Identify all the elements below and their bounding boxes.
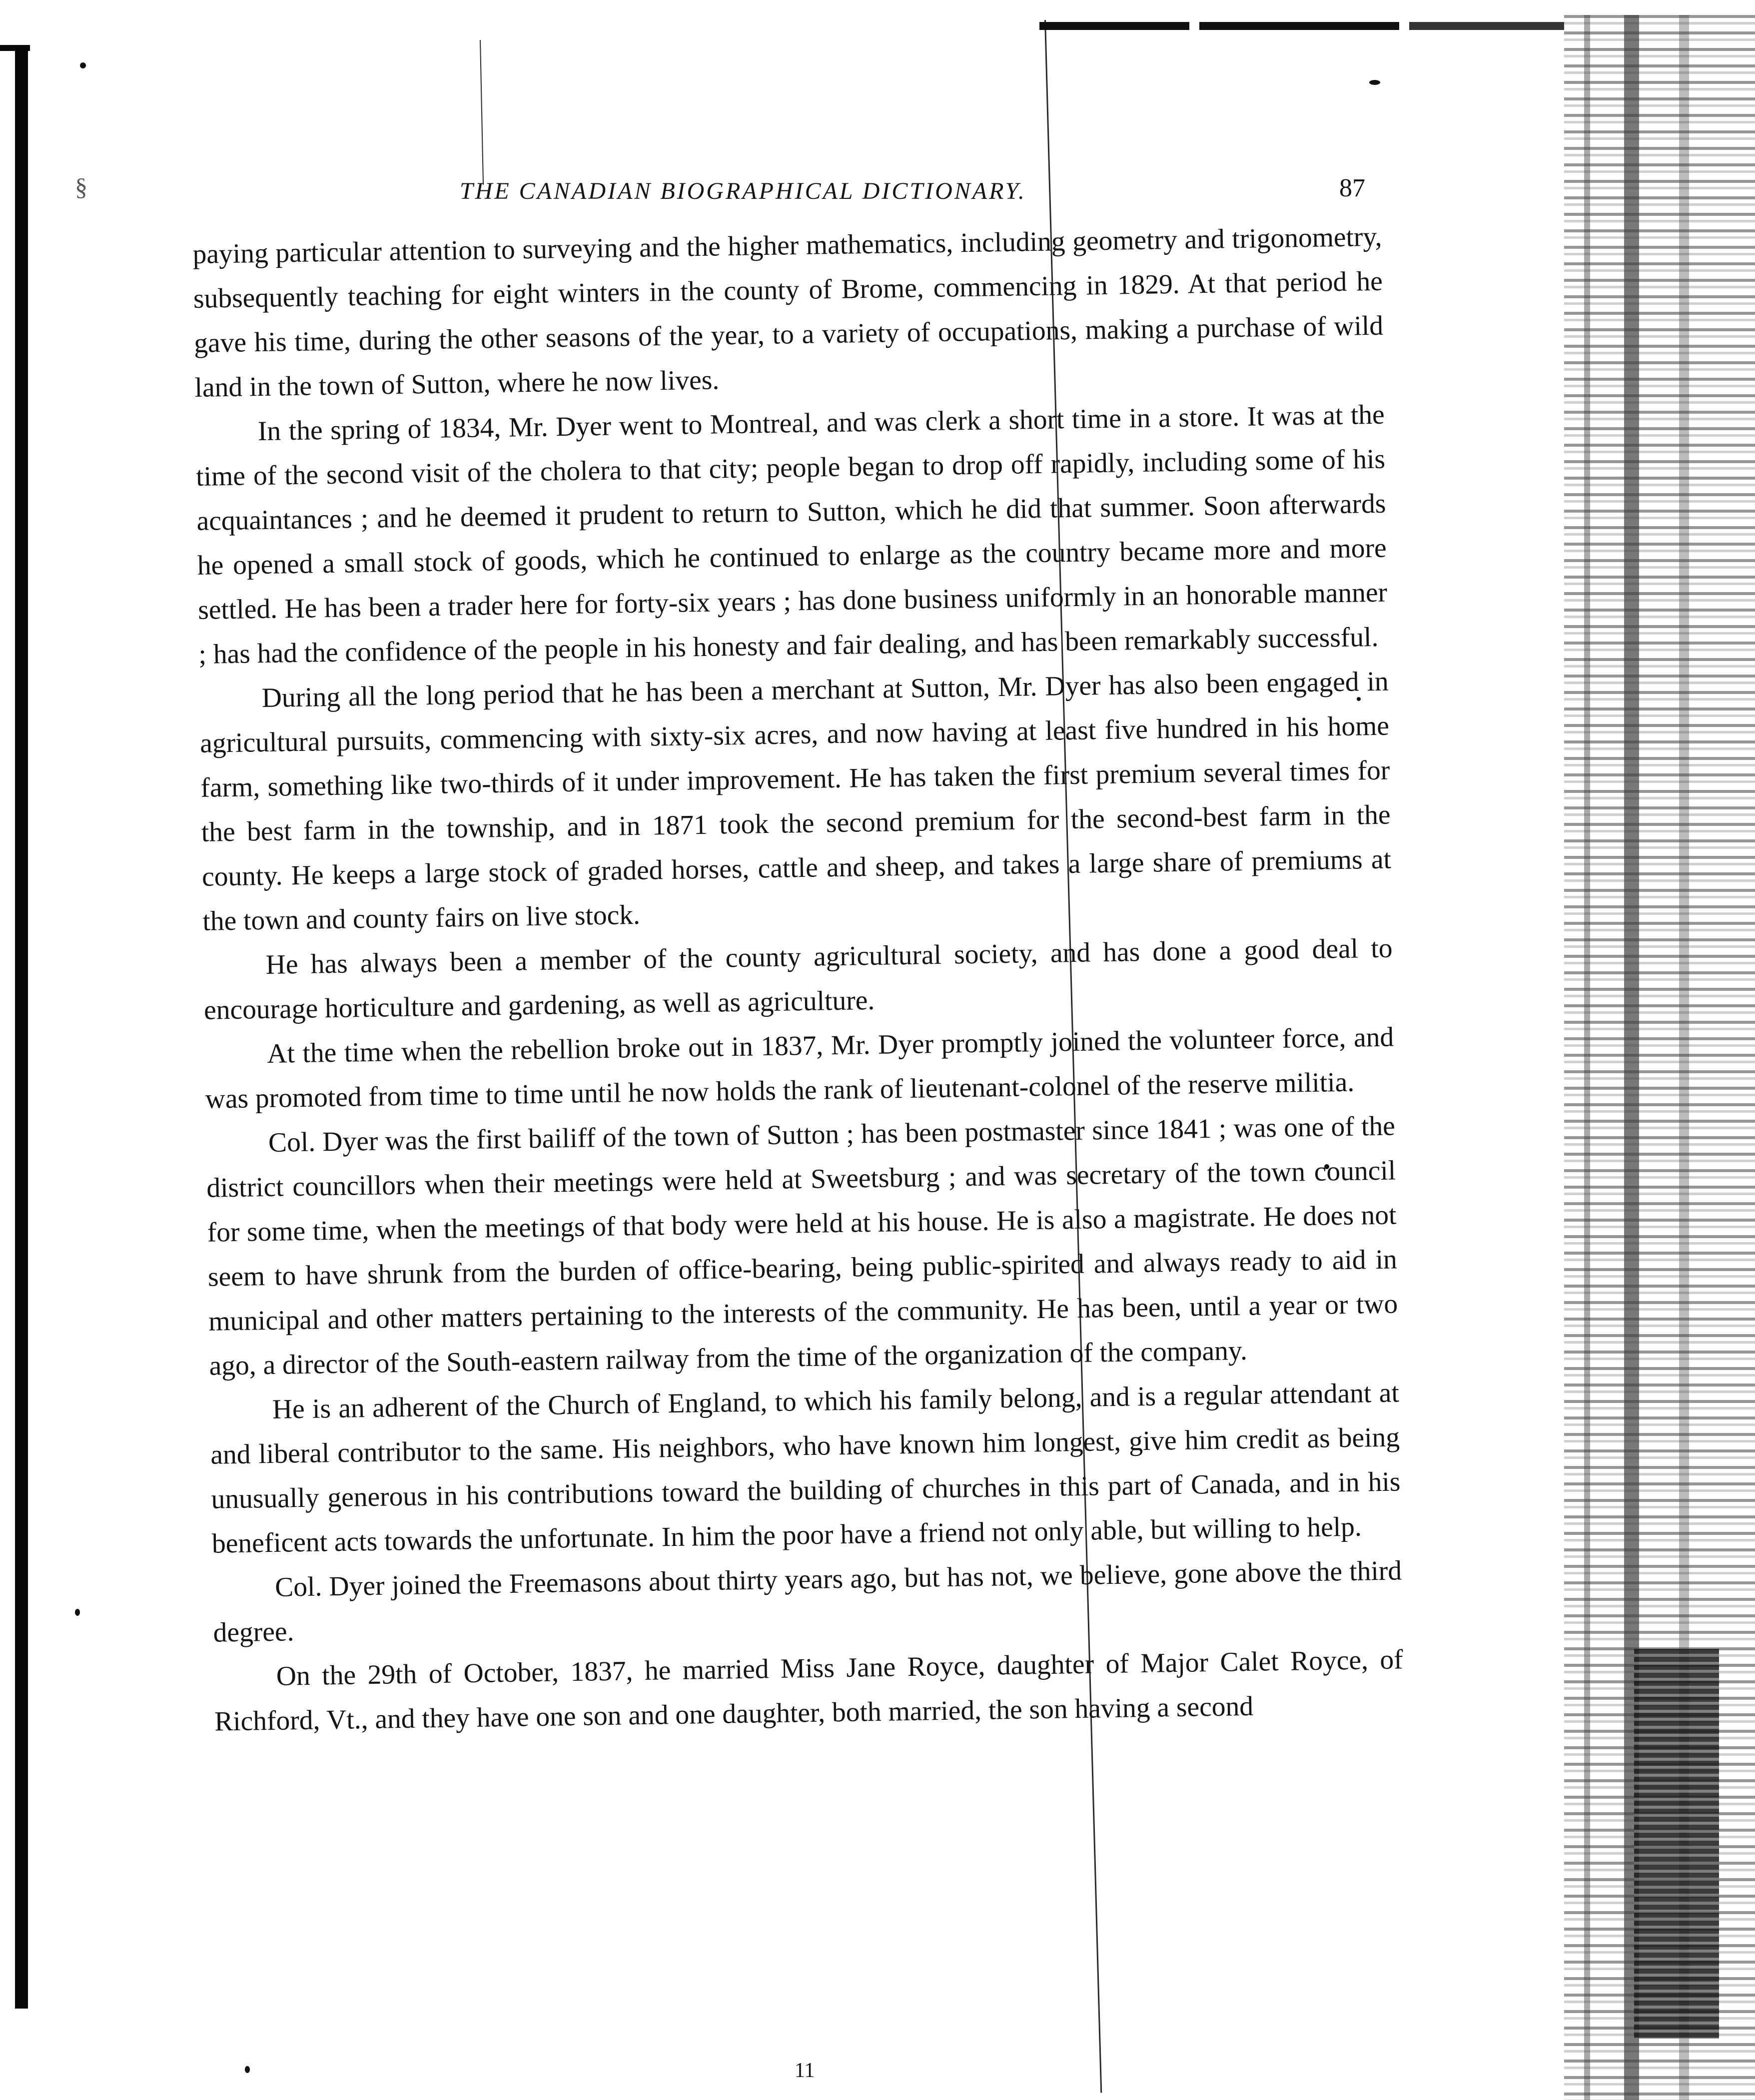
paragraph: Col. Dyer was the first bailiff of the town of Sutton ; has been postmaster since 1841 ; was one of the district councillors when their meetings were held at Sweetsburg ; and was secretary of the town council for some time, when the meetings of that body were held at his house. He is also a magistrate. He does not seem to have shrunk from the burden of office-bearing, being public-spirited and always ready to aid in municipal and other matters pertaining to the interests of the community. He has been, until a year or two ago, a director of the South-eastern railway from the time of the organization of the company.	[206, 1111, 1398, 1382]
margin-note: §	[75, 173, 87, 201]
scan-speck	[245, 2066, 250, 2073]
signature-mark: 11	[795, 2059, 815, 2082]
scan-speck	[1369, 80, 1380, 85]
scan-binding-tick	[0, 45, 30, 51]
scan-right-edge-dark	[1634, 1649, 1719, 2039]
paragraph: He has always been a member of the county agricultural society, and has done a good deal to encourage horticulture and gardening, as well as agriculture.	[203, 933, 1393, 1026]
paragraph: He is an adherent of the Church of England, to which his family belong, and is a regular attendant at and liberal contributor to the same. His neighbors, who have known him longest, give him credit as being unusually generous in his contributions toward the building of churches in this part of Canada, and in his beneficent acts towards the unfortunate. In him the poor have a friend not only able, but willing to help.	[210, 1378, 1401, 1559]
page-number: 87	[1339, 174, 1365, 202]
paragraph: On the 29th of October, 1837, he married Miss Jane Royce, daughter of Major Calet Royce, of Richford, Vt., and they have one son and one daughter, both married, the son having a second	[214, 1644, 1404, 1737]
paragraph: Col. Dyer joined the Freemasons about thirty years ago, but has not, we believe, gone above the third degree.	[213, 1555, 1402, 1648]
scan-fold-line-short	[480, 40, 484, 185]
scan-binding-edge	[15, 45, 28, 2009]
paragraph: In the spring of 1834, Mr. Dyer went to Montreal, and was clerk a short time in a store. It was at the time of the second visit of the cholera to that city; people began to drop off rapidly, including some of his acquaintances ; and he deemed it prudent to return to Sutton, which he did that summer. Soon afterwards he opened a small stock of goods, which he continued to enlarge as the country became more and more settled. He has been a trader here for forty-six years ; has done business uniformly in an honorable manner ; has had the confidence of the people in his honesty and fair dealing, and has been remarkably successful.	[195, 399, 1388, 670]
page-header	[460, 174, 1459, 217]
scan-speck	[75, 1609, 80, 1616]
scan-top-smudge	[1039, 22, 1564, 30]
body-text	[192, 215, 1404, 1744]
paragraph: paying particular attention to surveying and the higher mathematics, including geometry and trigonometry, subsequently teaching for eight winters in the county of Brome, commencing in 1829. At that period he gave his time, during the other seasons of the year, to a variety of occupations, making a purchase of wild land in the town of Sutton, where he now lives.	[192, 221, 1384, 403]
paragraph: During all the long period that he has been a merchant at Sutton, Mr. Dyer has also been engaged in agricultural pursuits, commencing with sixty-six acres, and now having at least five hundred in his home farm, something like two-thirds of it under improvement. He has taken the first premium several times for the best farm in the township, and in 1871 took the second premium for the second-best farm in the county. He keeps a large stock of graded horses, cattle and sheep, and takes a large share of premiums at the town and county fairs on live stock.	[199, 666, 1392, 937]
running-title: THE CANADIAN BIOGRAPHICAL DICTIONARY.	[460, 178, 1026, 204]
scan-speck	[80, 62, 86, 68]
paragraph: At the time when the rebellion broke out in 1837, Mr. Dyer promptly joined the volunteer force, and was promoted from time to time until he now holds the rank of lieutenant-colonel of the reserve militia.	[205, 1022, 1394, 1115]
